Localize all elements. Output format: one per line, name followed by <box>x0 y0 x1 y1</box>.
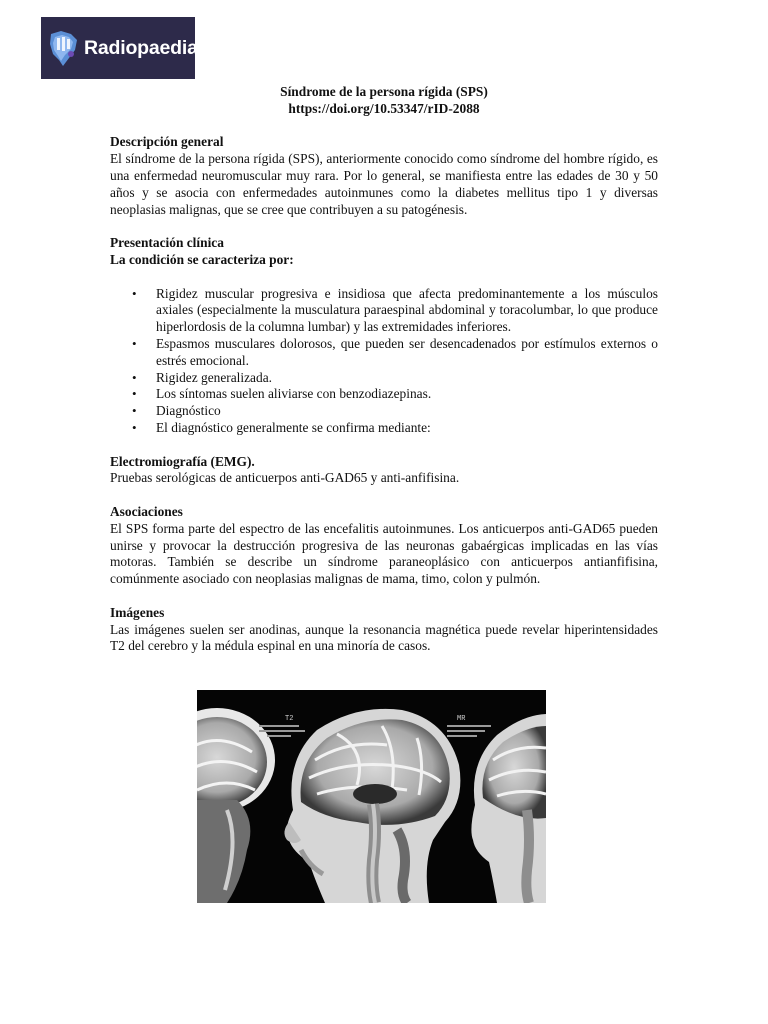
clinical-list <box>110 286 658 437</box>
document-title: Síndrome de la persona rígida (SPS) <box>280 84 488 99</box>
title-block <box>110 84 658 118</box>
list-item: • Rigidez muscular progresiva e insidiosa que afecta predominantemente a los músculos axiales (especialmente la musculatura paraespinal abdominal y toracolumbar, lo que produce hiperlordosis de la columna lumbar) y las extremidades inferiores. <box>110 286 658 336</box>
imaging-heading: Imágenes <box>110 604 165 620</box>
radiopaedia-logo-icon <box>47 28 81 68</box>
logo-text: Radiopaedia <box>84 36 198 59</box>
list-item: • Diagnóstico <box>110 403 658 420</box>
document-body <box>110 84 658 655</box>
list-item: • Rigidez generalizada. <box>110 370 658 387</box>
associations-heading: Asociaciones <box>110 503 183 519</box>
clinical-heading: Presentación clínica <box>110 235 224 251</box>
document-doi[interactable]: https://doi.org/10.53347/rID-2088 <box>288 100 480 116</box>
emg-heading: Electromiografía (EMG). <box>110 453 255 469</box>
mri-label-right: MR <box>457 715 466 723</box>
list-item: • El diagnóstico generalmente se confirma mediante: <box>110 420 658 437</box>
list-item: • Espasmos musculares dolorosos, que pueden ser desencadenados por estímulos externos o estrés emocional. <box>110 336 658 370</box>
mri-brain-sagittal-image <box>197 690 546 903</box>
overview-heading: Descripción general <box>110 134 224 150</box>
clinical-subheading: La condición se caracteriza por: <box>110 251 294 267</box>
mri-illustration <box>197 690 546 903</box>
imaging-text: Las imágenes suelen ser anodinas, aunque la resonancia magnética puede revelar hiperintensidades T2 del cerebro y la médula espinal en una minoría de casos. <box>110 621 658 654</box>
radiopaedia-logo <box>41 17 198 79</box>
list-item: • Los síntomas suelen aliviarse con benzodiazepinas. <box>110 386 658 403</box>
emg-text: Pruebas serológicas de anticuerpos anti-GAD65 y anti-anfifisina. <box>110 470 460 486</box>
associations-text: El SPS forma parte del espectro de las encefalitis autoinmunes. Los anticuerpos anti-GAD65 pueden unirse y provocar la destrucción progresiva de las neuronas gabaérgicas implicadas en las vías motoras. También se describe un síndrome paraneoplásico con anticuerpos antianfifisina, comúnmente asociado con neoplasias malignas de mama, timo, colon y pulmón. <box>110 520 658 587</box>
mri-label-left: T2 <box>285 715 294 723</box>
overview-text: El síndrome de la persona rígida (SPS), anteriormente conocido como síndrome del hombre rígido, es una enfermedad neuromuscular muy rara. Por lo general, se manifiesta entre las edades de 30 y 50 años y se asocia con enfermedades autoinmunes como la diabetes mellitus tipo 1 y diversas neoplasias malignas, que se cree que contribuyen a su patogénesis. <box>110 151 658 217</box>
